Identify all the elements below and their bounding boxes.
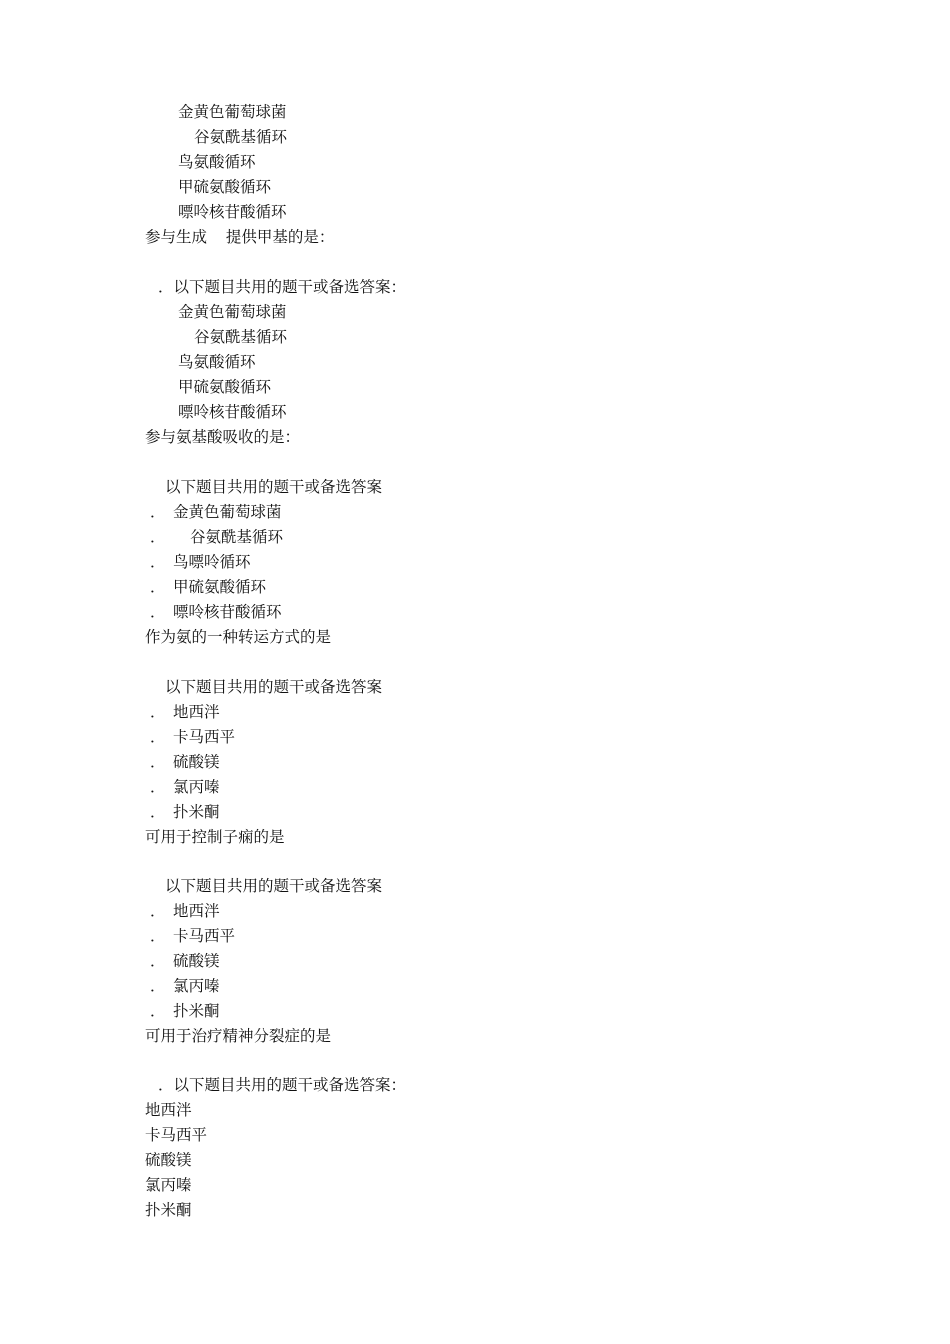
block4-option-5: 扑米酮 xyxy=(173,803,220,821)
block5-question: 可用于治疗精神分裂症的是 xyxy=(145,1027,332,1045)
block2-option-3: 鸟氨酸循环 xyxy=(178,353,256,371)
block3-option-1: 金黄色葡萄球菌 xyxy=(173,503,282,521)
block4-bullet-3: ． xyxy=(150,753,166,771)
block3-bullet-4: ． xyxy=(150,578,166,596)
block5-bullet-1: ． xyxy=(150,902,166,920)
block3-bullet-5: ． xyxy=(150,603,166,621)
block5-option-3: 硫酸镁 xyxy=(173,952,220,970)
block2-option-5: 嘌呤核苷酸循环 xyxy=(178,403,287,421)
block1-option-4: 甲硫氨酸循环 xyxy=(178,178,272,196)
block4-option-2: 卡马西平 xyxy=(173,728,236,746)
block3-option-3: 鸟嘌呤循环 xyxy=(173,553,251,571)
block4-question: 可用于控制子痫的是 xyxy=(145,828,285,846)
block1-question: 参与生成 提供甲基的是： xyxy=(145,228,335,246)
block5-bullet-4: ． xyxy=(150,977,166,995)
block5-bullet-2: ． xyxy=(150,927,166,945)
block5-option-2: 卡马西平 xyxy=(173,927,236,945)
block4-bullet-1: ． xyxy=(150,703,166,721)
block5-option-1: 地西泮 xyxy=(173,902,220,920)
block3-bullet-1: ． xyxy=(150,503,166,521)
block2-option-1: 金黄色葡萄球菌 xyxy=(178,303,287,321)
block1-option-5: 嘌呤核苷酸循环 xyxy=(178,203,287,221)
block4-header: 以下题目共用的题干或备选答案 xyxy=(165,678,383,696)
block1-option-3: 鸟氨酸循环 xyxy=(178,153,256,171)
block3-bullet-2: ． xyxy=(150,528,166,546)
block4-bullet-5: ． xyxy=(150,803,166,821)
block4-option-4: 氯丙嗪 xyxy=(173,778,220,796)
block2-option-2: 谷氨酰基循环 xyxy=(194,328,288,346)
block6-option-5: 扑米酮 xyxy=(145,1201,192,1219)
block2-question: 参与氨基酸吸收的是： xyxy=(145,428,301,446)
block6-option-2: 卡马西平 xyxy=(145,1126,208,1144)
block5-option-4: 氯丙嗪 xyxy=(173,977,220,995)
block3-option-4: 甲硫氨酸循环 xyxy=(173,578,267,596)
block2-header: ．以下题目共用的题干或备选答案： xyxy=(158,278,407,296)
block4-bullet-2: ． xyxy=(150,728,166,746)
block6-header: ．以下题目共用的题干或备选答案： xyxy=(158,1076,407,1094)
block1-option-1: 金黄色葡萄球菌 xyxy=(178,103,287,121)
block3-option-5: 嘌呤核苷酸循环 xyxy=(173,603,282,621)
block3-header: 以下题目共用的题干或备选答案 xyxy=(165,478,383,496)
block5-bullet-3: ． xyxy=(150,952,166,970)
block6-option-4: 氯丙嗪 xyxy=(145,1176,192,1194)
block5-option-5: 扑米酮 xyxy=(173,1002,220,1020)
block4-bullet-4: ． xyxy=(150,778,166,796)
block3-bullet-3: ． xyxy=(150,553,166,571)
block5-header: 以下题目共用的题干或备选答案 xyxy=(165,877,383,895)
block6-option-3: 硫酸镁 xyxy=(145,1151,192,1169)
block4-option-1: 地西泮 xyxy=(173,703,220,721)
block2-option-4: 甲硫氨酸循环 xyxy=(178,378,272,396)
block3-option-2: 谷氨酰基循环 xyxy=(190,528,284,546)
block3-question: 作为氨的一种转运方式的是 xyxy=(145,628,332,646)
block6-option-1: 地西泮 xyxy=(145,1101,192,1119)
block4-option-3: 硫酸镁 xyxy=(173,753,220,771)
block5-bullet-5: ． xyxy=(150,1002,166,1020)
block1-option-2: 谷氨酰基循环 xyxy=(194,128,288,146)
